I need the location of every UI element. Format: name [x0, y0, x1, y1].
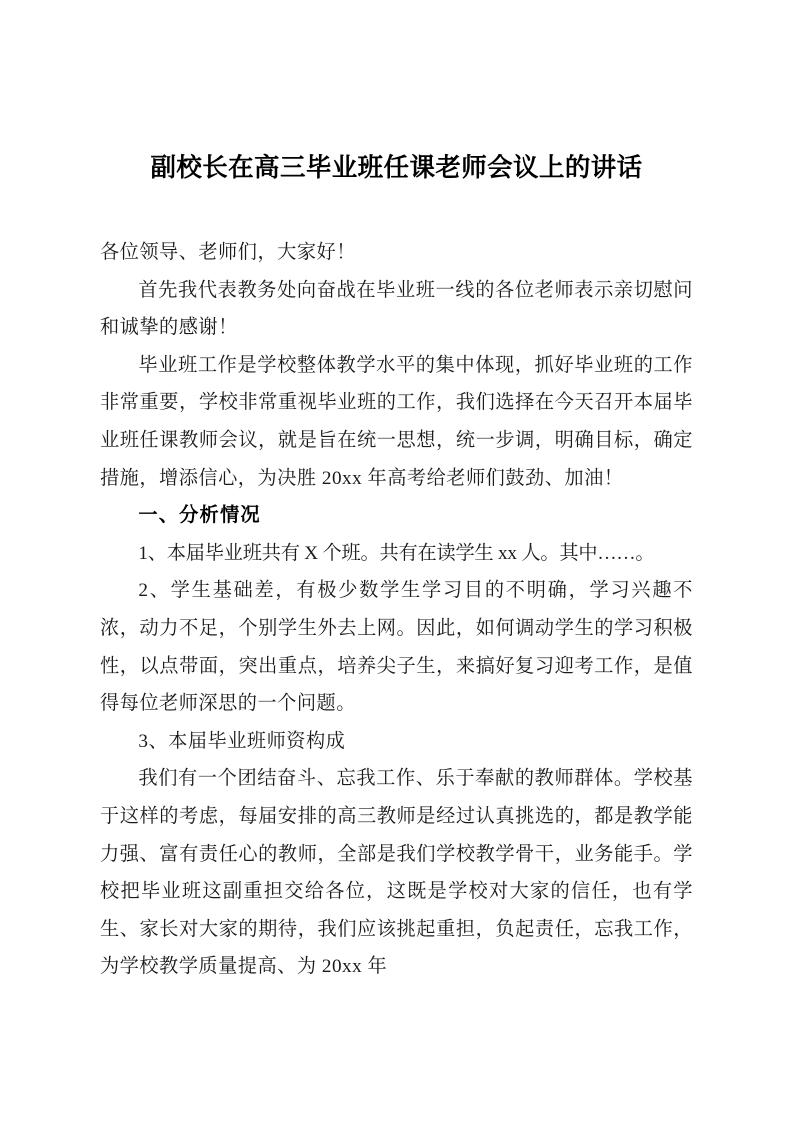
paragraph-item-3: 3、本届毕业班师资构成	[138, 730, 346, 752]
paragraph-item-3-body: 我们有一个团结奋斗、忘我工作、乐于奉献的教师群体。学校基于这样的考虑，每届安排的高三教师是经过认真挑选的，都是教学能力强、富有责任心的教师，全部是我们学校教学骨干，业务能手。学校把毕业班这副重担交给各位，这既是学校对大家的信任，也有学生、家长对大家的期待，我们应该挑起重担，负起责任，忘我工作，为学校教学质量提高、为 20xx 年	[100, 768, 693, 978]
heading-section-one: 一、分析情况	[138, 505, 261, 527]
page-title: 副校长在高三毕业班任课老师会议上的讲话	[150, 154, 643, 182]
paragraph-meeting-purpose: 毕业班工作是学校整体教学水平的集中体现，抓好毕业班的工作非常重要，学校非常重视毕业班的工作，我们选择在今天召开本届毕业班任课教师会议，就是旨在统一思想，统一步调，明确目标，确定措施，增添信心，为决胜 20xx 年高考给老师们鼓劲、加油！	[100, 354, 693, 489]
paragraph-item-1: 1、本届毕业班共有 X 个班。共有在读学生 xx 人。其中……。	[138, 542, 655, 564]
paragraph-thanks: 首先我代表教务处向奋战在毕业班一线的各位老师表示亲切慰问和诚挚的感谢！	[100, 279, 693, 339]
document-content	[100, 148, 693, 986]
paragraph-item-2: 2、学生基础差，有极少数学生学习目的不明确，学习兴趣不浓，动力不足，个别学生外去上网。因此，如何调动学生的学习积极性，以点带面，突出重点，培养尖子生，来搞好复习迎考工作，是值得每位老师深思的一个问题。	[100, 580, 693, 715]
document-body	[100, 234, 693, 986]
paragraph-greeting: 各位领导、老师们，大家好！	[100, 242, 356, 263]
